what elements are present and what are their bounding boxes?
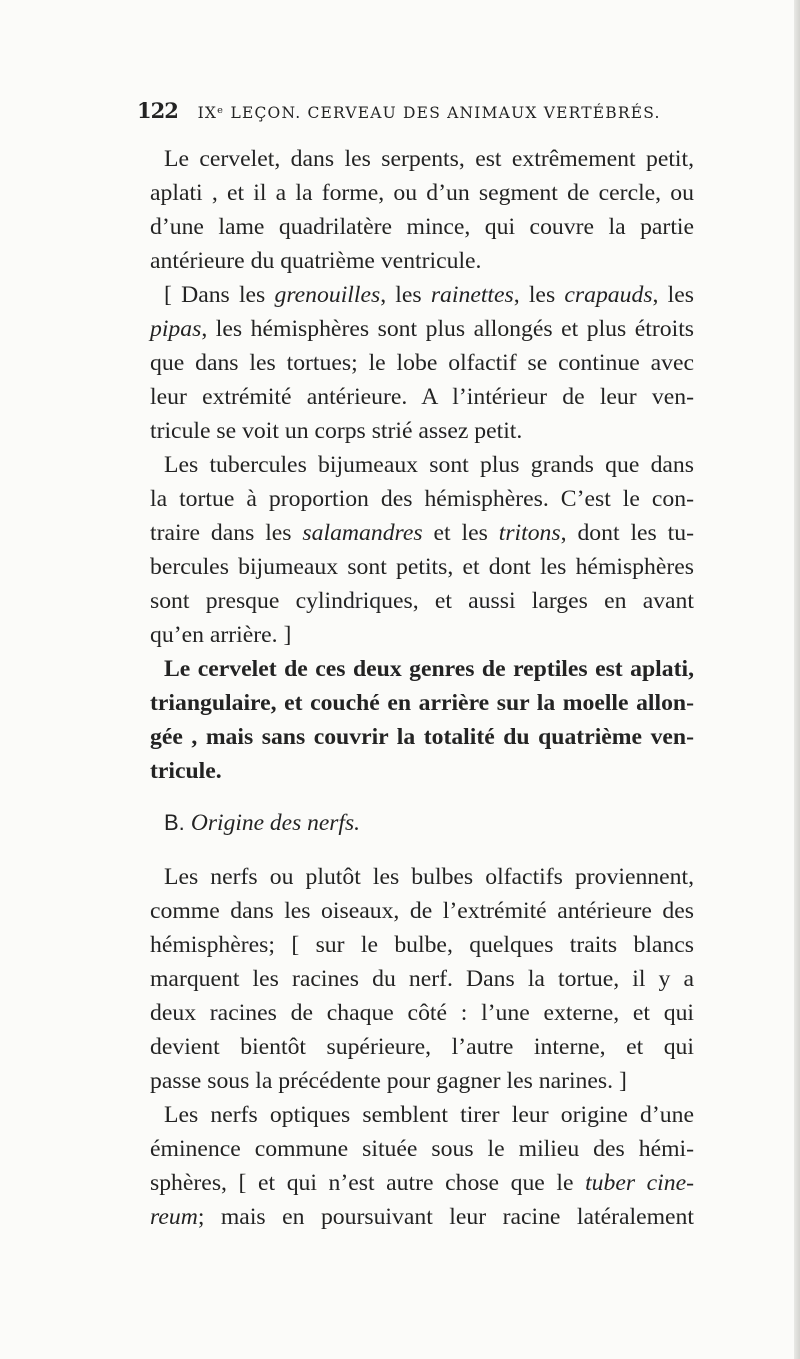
text-line: gée , mais sans couvrir la totalité du quatrième ven- (150, 724, 694, 750)
text-line: antérieure du quatrième ventricule. (150, 248, 482, 274)
text-line: qu’en arrière. ] (150, 622, 292, 648)
running-header (137, 98, 697, 128)
italic-term: tuber cine- (585, 1170, 695, 1196)
page-edge (794, 0, 800, 1359)
italic-term: crapauds (564, 282, 653, 308)
text-line: éminence commune située sous le milieu des hémi- (150, 1136, 694, 1162)
text-line: Les nerfs ou plutôt les bulbes olfactifs proviennent, (164, 864, 694, 890)
section-heading (164, 806, 360, 840)
section-letter: B. (164, 810, 185, 835)
italic-term: salamandres (302, 520, 423, 546)
text-line: la tortue à proportion des hémisphères. C’est le con- (150, 486, 694, 512)
text-line: sphères, [ et qui n’est autre chose que le tuber cine- (150, 1170, 695, 1196)
text-line: d’une lame quadrilatère mince, qui couvre la partie (150, 214, 694, 240)
text-line: devient bientôt supérieure, l’autre interne, et qui (150, 1034, 694, 1060)
section-title: Origine des nerfs. (190, 810, 360, 836)
running-title: IXᵉ LEÇON. CERVEAU DES ANIMAUX VERTÉBRÉS. (197, 104, 661, 122)
italic-term: rainettes (430, 282, 514, 308)
text-line: bercules bijumeaux sont petits, et dont les hémisphères (150, 554, 694, 580)
text-line: Les tubercules bijumeaux sont plus grands que dans (164, 452, 694, 478)
text-line: Les nerfs optiques semblent tirer leur origine d’une (164, 1102, 694, 1128)
text-line: deux racines de chaque côté : l’une externe, et qui (150, 1000, 694, 1026)
text-line: comme dans les oiseaux, de l’extrémité antérieure des (150, 898, 694, 924)
text-line: reum; mais en poursuivant leur racine latéralement (150, 1204, 694, 1230)
page-number: 122 (137, 98, 178, 123)
text-line: marquent les racines du nerf. Dans la tortue, il y a (150, 966, 694, 992)
text-line: passe sous la précédente pour gagner les narines. ] (150, 1068, 627, 1094)
text-line: tricule. (150, 758, 222, 784)
italic-term: grenouilles (274, 282, 381, 308)
italic-term: tritons (498, 520, 561, 546)
text-line: traire dans les salamandres et les tritons, dont les tu- (150, 520, 694, 546)
text-line: pipas, les hémisphères sont plus allongés et plus étroits (150, 316, 694, 342)
text-line: triangulaire, et couché en arrière sur la moelle allon- (150, 690, 694, 716)
italic-term: pipas (150, 316, 202, 342)
text-line: sont presque cylindriques, et aussi larges en avant (150, 588, 694, 614)
text-line: que dans les tortues; le lobe olfactif se continue avec (150, 350, 694, 376)
text-line: [ Dans les grenouilles, les rainettes, les crapauds, les (164, 282, 694, 308)
italic-term: reum (150, 1204, 198, 1230)
text-line: tricule se voit un corps strié assez petit. (150, 418, 523, 444)
text-line: aplati , et il a la forme, ou d’un segment de cercle, ou (150, 180, 694, 206)
text-line: Le cervelet, dans les serpents, est extrêmement petit, (164, 146, 694, 172)
text-line: hémisphères; [ sur le bulbe, quelques traits blancs (150, 932, 694, 958)
text-line: Le cervelet de ces deux genres de reptiles est aplati, (164, 656, 694, 682)
text-line: leur extrémité antérieure. A l’intérieur de leur ven- (150, 384, 694, 410)
